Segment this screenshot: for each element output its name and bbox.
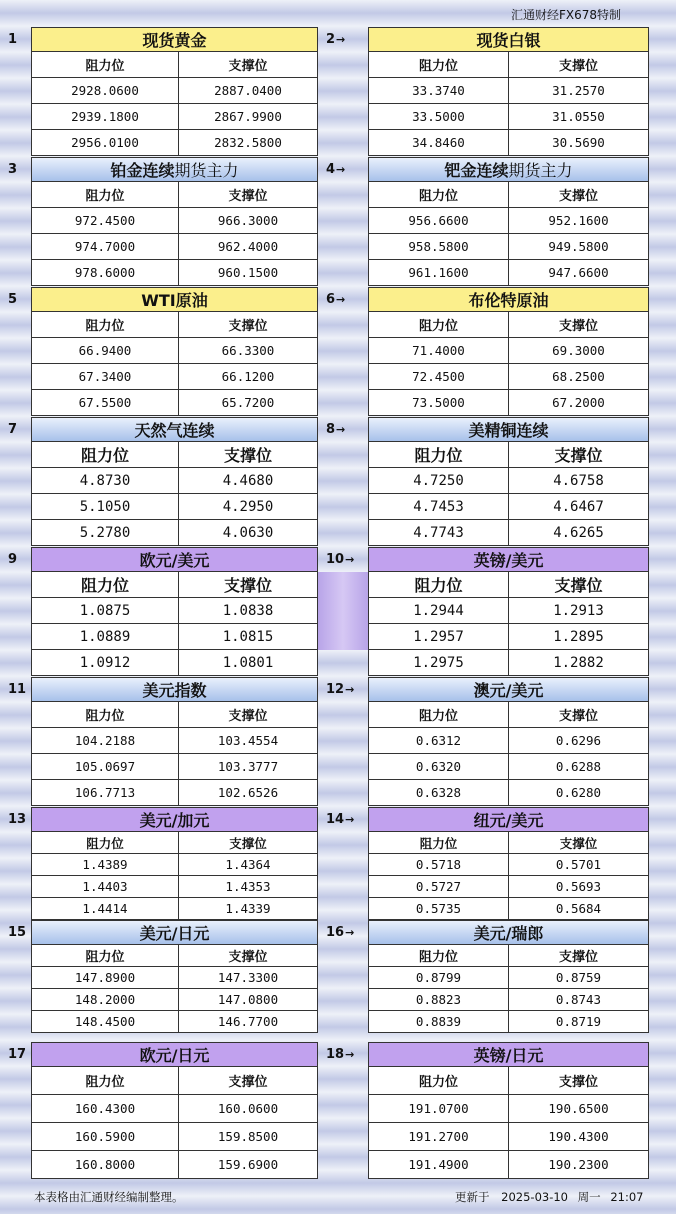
resistance-value: 974.7000 <box>31 234 179 260</box>
header-support: 支撑位 <box>179 945 318 967</box>
resistance-value: 1.2944 <box>368 598 509 624</box>
block-number-text: 16 <box>326 925 345 940</box>
instrument-title <box>368 157 649 182</box>
instrument-title <box>368 1042 649 1067</box>
block-number-text: 4 <box>326 162 336 177</box>
instrument-name: 美元/加元 <box>139 811 210 830</box>
instrument-name: 澳元/美元 <box>473 681 544 700</box>
support-value: 0.8743 <box>509 989 649 1011</box>
support-value: 190.2300 <box>509 1151 649 1179</box>
footer-updated <box>455 1184 670 1210</box>
support-value: 1.2882 <box>509 650 649 676</box>
support-value: 160.0600 <box>179 1095 318 1123</box>
resistance-value: 4.7453 <box>368 494 509 520</box>
instrument-name: 美精铜连续 <box>468 421 549 440</box>
resistance-value: 0.5718 <box>368 854 509 876</box>
support-value: 4.6758 <box>509 468 649 494</box>
header-resistance: 阻力位 <box>31 1067 179 1095</box>
block-number-text: 13 <box>8 812 27 827</box>
updated-date: 2025-03-10 <box>501 1190 568 1204</box>
instrument-title <box>368 417 649 442</box>
resistance-value: 104.2188 <box>31 728 179 754</box>
support-value: 947.6600 <box>509 260 649 286</box>
header-resistance: 阻力位 <box>368 52 509 78</box>
header-resistance: 阻力位 <box>31 702 179 728</box>
instrument-name: WTI原油 <box>141 291 208 310</box>
header-resistance: 阻力位 <box>368 1067 509 1095</box>
instrument-title <box>31 807 318 832</box>
block-number <box>318 547 368 572</box>
instrument-name: 天然气连续 <box>134 421 215 440</box>
support-value: 159.8500 <box>179 1123 318 1151</box>
arrow-right-icon: → <box>336 163 346 176</box>
support-value: 2867.9900 <box>179 104 318 130</box>
block-number-text: 6 <box>326 292 336 307</box>
support-value: 65.7200 <box>179 390 318 416</box>
support-value: 0.6296 <box>509 728 649 754</box>
resistance-value: 958.5800 <box>368 234 509 260</box>
resistance-value: 148.4500 <box>31 1011 179 1033</box>
brand-label: 汇通财经FX678特制 <box>511 8 622 22</box>
resistance-value: 73.5000 <box>368 390 509 416</box>
resistance-value: 66.9400 <box>31 338 179 364</box>
resistance-value: 147.8900 <box>31 967 179 989</box>
resistance-value: 33.3740 <box>368 78 509 104</box>
support-value: 69.3000 <box>509 338 649 364</box>
resistance-value: 1.0875 <box>31 598 179 624</box>
header-support: 支撑位 <box>509 52 649 78</box>
resistance-value: 33.5000 <box>368 104 509 130</box>
resistance-value: 0.6320 <box>368 754 509 780</box>
resistance-value: 105.0697 <box>31 754 179 780</box>
support-value: 0.8719 <box>509 1011 649 1033</box>
header-resistance: 阻力位 <box>368 832 509 854</box>
instrument-title <box>368 287 649 312</box>
instrument-title <box>368 807 649 832</box>
arrow-right-icon: → <box>345 553 355 566</box>
resistance-value: 72.4500 <box>368 364 509 390</box>
support-value: 962.4000 <box>179 234 318 260</box>
resistance-value: 0.5735 <box>368 898 509 920</box>
arrow-right-icon: → <box>336 293 346 306</box>
instrument-title <box>368 27 649 52</box>
header-resistance: 阻力位 <box>31 442 179 468</box>
header-resistance: 阻力位 <box>368 702 509 728</box>
support-value: 2887.0400 <box>179 78 318 104</box>
header-resistance: 阻力位 <box>368 945 509 967</box>
resistance-value: 2939.1800 <box>31 104 179 130</box>
instrument-title <box>31 920 318 945</box>
arrow-right-icon: → <box>336 423 346 436</box>
resistance-value: 5.2780 <box>31 520 179 546</box>
header-support: 支撑位 <box>179 182 318 208</box>
instrument-name: 钯金连续 <box>444 161 509 180</box>
arrow-right-icon: → <box>345 1048 355 1061</box>
column-spacer <box>318 572 368 650</box>
header-support: 支撑位 <box>179 312 318 338</box>
support-value: 1.4353 <box>179 876 318 898</box>
header-resistance: 阻力位 <box>368 442 509 468</box>
header-support: 支撑位 <box>509 442 649 468</box>
resistance-value: 1.2957 <box>368 624 509 650</box>
support-value: 0.6288 <box>509 754 649 780</box>
resistance-value: 1.2975 <box>368 650 509 676</box>
instrument-name: 铂金连续 <box>110 161 175 180</box>
instrument-title <box>31 287 318 312</box>
block-number-text: 14 <box>326 812 345 827</box>
header-support: 支撑位 <box>509 1067 649 1095</box>
support-value: 68.2500 <box>509 364 649 390</box>
support-value: 1.4339 <box>179 898 318 920</box>
support-value: 190.4300 <box>509 1123 649 1151</box>
support-value: 190.6500 <box>509 1095 649 1123</box>
instrument-name: 现货黄金 <box>142 31 207 50</box>
resistance-value: 34.8460 <box>368 130 509 156</box>
resistance-value: 961.1600 <box>368 260 509 286</box>
resistance-value: 4.7743 <box>368 520 509 546</box>
instrument-name: 现货白银 <box>476 31 541 50</box>
resistance-value: 1.0889 <box>31 624 179 650</box>
header-support: 支撑位 <box>179 702 318 728</box>
instrument-suffix: 期货主力 <box>174 161 239 180</box>
header-support: 支撑位 <box>179 52 318 78</box>
resistance-value: 191.0700 <box>368 1095 509 1123</box>
resistance-value: 5.1050 <box>31 494 179 520</box>
header-support: 支撑位 <box>509 572 649 598</box>
support-value: 1.4364 <box>179 854 318 876</box>
support-value: 949.5800 <box>509 234 649 260</box>
instrument-suffix: 期货主力 <box>508 161 573 180</box>
arrow-right-icon: → <box>345 683 355 696</box>
footer-note: 本表格由汇通财经编制整理。 <box>34 1190 184 1204</box>
block-number-text: 2 <box>326 32 336 47</box>
resistance-value: 160.5900 <box>31 1123 179 1151</box>
block-number <box>318 157 368 182</box>
block-number <box>318 287 368 312</box>
instrument-title <box>31 547 318 572</box>
instrument-title <box>31 677 318 702</box>
instrument-title <box>368 677 649 702</box>
header-support: 支撑位 <box>179 442 318 468</box>
instrument-name: 英镑/美元 <box>473 551 544 570</box>
support-value: 31.2570 <box>509 78 649 104</box>
support-value: 0.5684 <box>509 898 649 920</box>
header-resistance: 阻力位 <box>368 572 509 598</box>
support-value: 4.0630 <box>179 520 318 546</box>
support-value: 2832.5800 <box>179 130 318 156</box>
support-value: 0.5693 <box>509 876 649 898</box>
instrument-name: 纽元/美元 <box>473 811 544 830</box>
resistance-value: 160.8000 <box>31 1151 179 1179</box>
support-value: 960.1500 <box>179 260 318 286</box>
support-value: 147.3300 <box>179 967 318 989</box>
resistance-value: 0.6328 <box>368 780 509 806</box>
support-value: 147.0800 <box>179 989 318 1011</box>
support-value: 4.6265 <box>509 520 649 546</box>
header-support: 支撑位 <box>509 945 649 967</box>
header-support: 支撑位 <box>179 1067 318 1095</box>
support-value: 0.5701 <box>509 854 649 876</box>
block-number <box>318 920 368 945</box>
support-value: 1.2895 <box>509 624 649 650</box>
support-value: 102.6526 <box>179 780 318 806</box>
resistance-value: 2956.0100 <box>31 130 179 156</box>
header-resistance: 阻力位 <box>31 945 179 967</box>
block-number-text: 11 <box>8 682 27 697</box>
resistance-value: 2928.0600 <box>31 78 179 104</box>
support-value: 146.7700 <box>179 1011 318 1033</box>
block-number-text: 5 <box>8 292 18 307</box>
block-number <box>318 27 368 52</box>
instrument-name: 美元指数 <box>142 681 207 700</box>
support-value: 4.6467 <box>509 494 649 520</box>
header-resistance: 阻力位 <box>31 312 179 338</box>
instrument-title <box>368 920 649 945</box>
header-resistance: 阻力位 <box>31 572 179 598</box>
block-number-text: 3 <box>8 162 18 177</box>
header-support: 支撑位 <box>509 702 649 728</box>
header-resistance: 阻力位 <box>31 182 179 208</box>
support-value: 1.0801 <box>179 650 318 676</box>
support-value: 31.0550 <box>509 104 649 130</box>
resistance-value: 191.2700 <box>368 1123 509 1151</box>
header-support: 支撑位 <box>509 832 649 854</box>
resistance-value: 1.0912 <box>31 650 179 676</box>
updated-prefix: 更新于 <box>455 1190 490 1204</box>
resistance-value: 4.8730 <box>31 468 179 494</box>
resistance-value: 1.4389 <box>31 854 179 876</box>
arrow-right-icon: → <box>345 813 355 826</box>
support-value: 159.6900 <box>179 1151 318 1179</box>
header-resistance: 阻力位 <box>368 312 509 338</box>
updated-time: 21:07 <box>610 1190 644 1204</box>
resistance-value: 191.4900 <box>368 1151 509 1179</box>
block-number <box>318 807 368 832</box>
support-value: 4.4680 <box>179 468 318 494</box>
header-support: 支撑位 <box>509 312 649 338</box>
arrow-right-icon: → <box>336 33 346 46</box>
instrument-name: 美元/瑞郎 <box>473 924 544 943</box>
resistance-value: 956.6600 <box>368 208 509 234</box>
instrument-name: 布伦特原油 <box>468 291 549 310</box>
support-value: 30.5690 <box>509 130 649 156</box>
block-number-text: 15 <box>8 925 27 940</box>
support-value: 103.3777 <box>179 754 318 780</box>
header-resistance: 阻力位 <box>31 52 179 78</box>
support-value: 67.2000 <box>509 390 649 416</box>
header-resistance: 阻力位 <box>31 832 179 854</box>
resistance-value: 0.6312 <box>368 728 509 754</box>
block-number-text: 18 <box>326 1047 345 1062</box>
block-number-text: 9 <box>8 552 18 567</box>
support-value: 103.4554 <box>179 728 318 754</box>
block-number-text: 8 <box>326 422 336 437</box>
support-value: 66.3300 <box>179 338 318 364</box>
resistance-value: 0.8839 <box>368 1011 509 1033</box>
resistance-value: 1.4403 <box>31 876 179 898</box>
support-value: 952.1600 <box>509 208 649 234</box>
support-value: 1.0838 <box>179 598 318 624</box>
instrument-title <box>31 1042 318 1067</box>
support-value: 966.3000 <box>179 208 318 234</box>
instrument-name: 欧元/日元 <box>139 1046 210 1065</box>
arrow-right-icon: → <box>345 926 355 939</box>
instrument-title <box>31 157 318 182</box>
resistance-value: 148.2000 <box>31 989 179 1011</box>
block-number-text: 12 <box>326 682 345 697</box>
resistance-value: 972.4500 <box>31 208 179 234</box>
resistance-value: 67.5500 <box>31 390 179 416</box>
block-number-text: 10 <box>326 552 345 567</box>
support-value: 0.6280 <box>509 780 649 806</box>
header-resistance: 阻力位 <box>368 182 509 208</box>
header-support: 支撑位 <box>509 182 649 208</box>
updated-weekday: 周一 <box>577 1190 601 1204</box>
resistance-value: 160.4300 <box>31 1095 179 1123</box>
resistance-value: 0.5727 <box>368 876 509 898</box>
instrument-name: 欧元/美元 <box>139 551 210 570</box>
resistance-value: 106.7713 <box>31 780 179 806</box>
resistance-value: 978.6000 <box>31 260 179 286</box>
header-support: 支撑位 <box>179 572 318 598</box>
block-number-text: 17 <box>8 1047 27 1062</box>
block-number-text: 7 <box>8 422 18 437</box>
support-value: 4.2950 <box>179 494 318 520</box>
block-number <box>318 417 368 442</box>
block-number-text: 1 <box>8 32 18 47</box>
instrument-title <box>368 547 649 572</box>
support-value: 0.8759 <box>509 967 649 989</box>
block-number <box>318 677 368 702</box>
resistance-value: 0.8823 <box>368 989 509 1011</box>
header-support: 支撑位 <box>179 832 318 854</box>
resistance-value: 67.3400 <box>31 364 179 390</box>
instrument-title <box>31 27 318 52</box>
instrument-name: 美元/日元 <box>139 924 210 943</box>
support-value: 1.2913 <box>509 598 649 624</box>
support-value: 66.1200 <box>179 364 318 390</box>
resistance-value: 4.7250 <box>368 468 509 494</box>
resistance-value: 0.8799 <box>368 967 509 989</box>
instrument-name: 英镑/日元 <box>473 1046 544 1065</box>
resistance-value: 71.4000 <box>368 338 509 364</box>
instrument-title <box>31 417 318 442</box>
support-value: 1.0815 <box>179 624 318 650</box>
block-number <box>318 1042 368 1067</box>
resistance-value: 1.4414 <box>31 898 179 920</box>
